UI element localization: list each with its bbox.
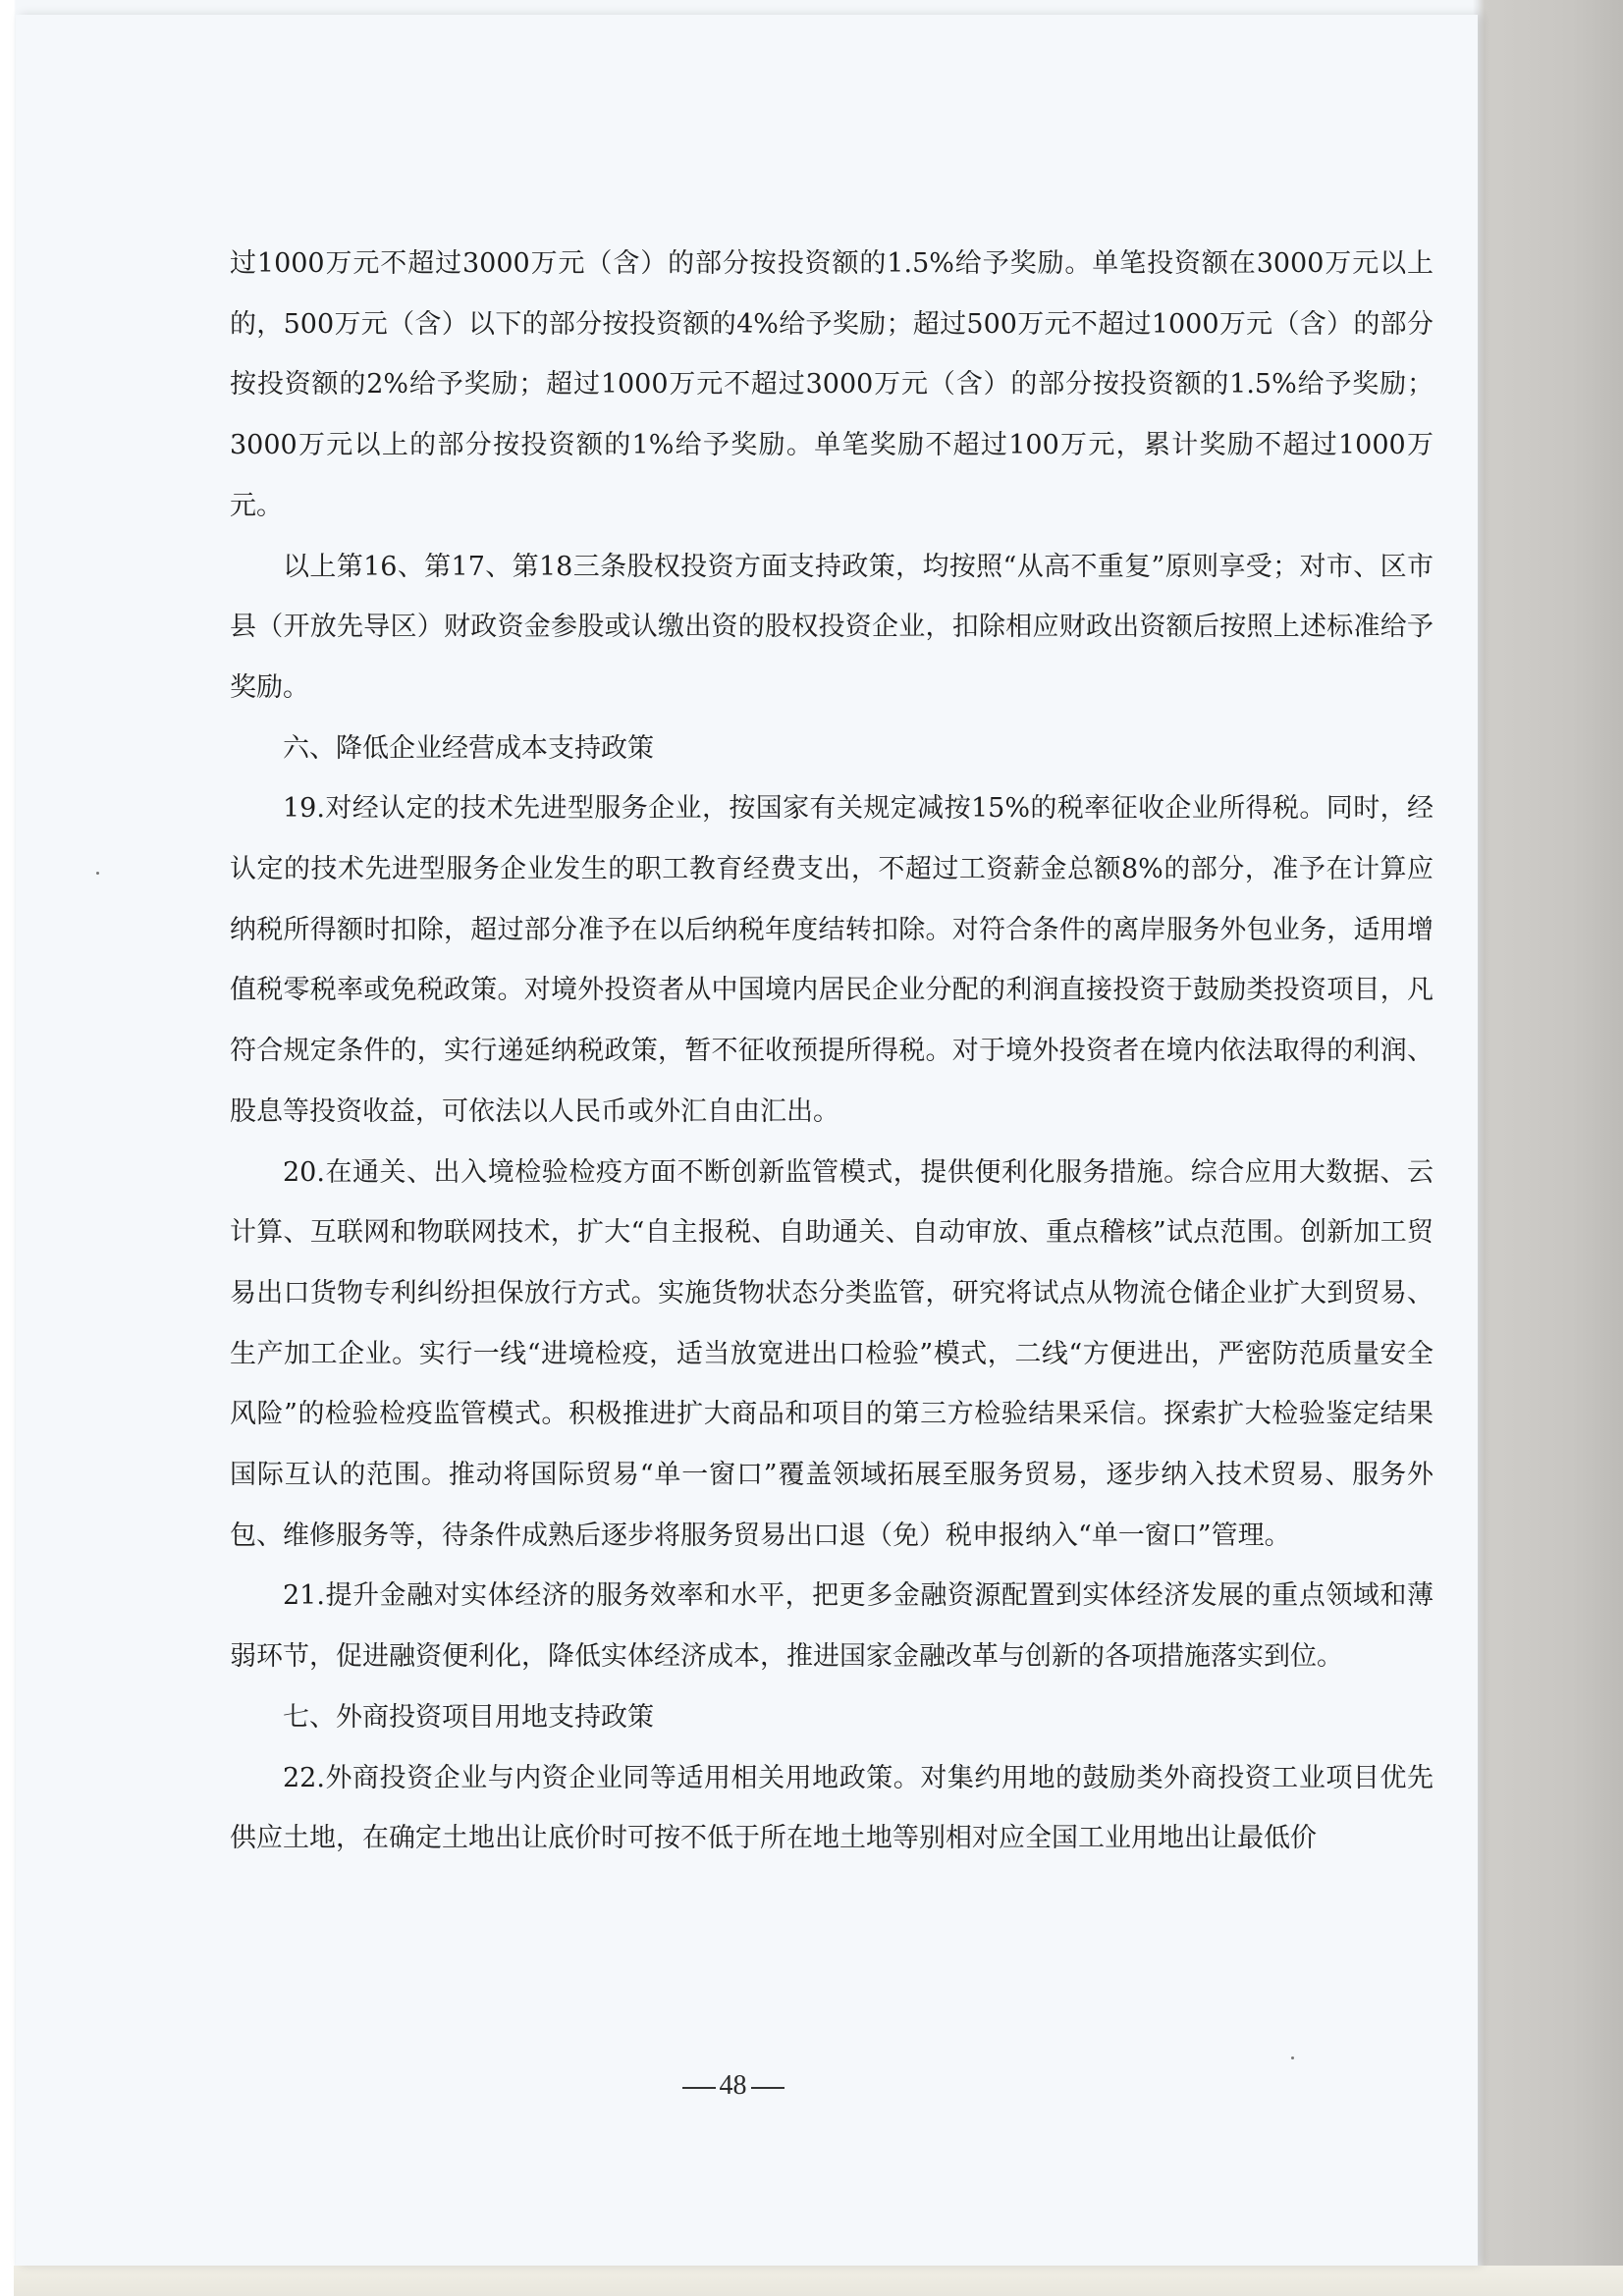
paragraph-continuation: 过1000万元不超过3000万元（含）的部分按投资额的1.5%给予奖励。单笔投资额在3000万元以上的，500万元（含）以下的部分按投资额的4%给予奖励；超过500万元不超过1000万元（含）的部分按投资额的2%给予奖励；超过1000万元不超过3000万元（含）的部分按投资额的1.5%给予奖励；3000万元以上的部分按投资额的1%给予奖励。单笔奖励不超过100万元，累计奖励不超过1000万元。 xyxy=(230,248,1434,521)
paragraph-item-21: 21.提升金融对实体经济的服务效率和水平，把更多金融资源配置到实体经济发展的重点领域和薄弱环节，促进融资便利化，降低实体经济成本，推进国家金融改革与创新的各项措施落实到位。 xyxy=(230,1580,1434,1673)
section-heading-6: 六、降低企业经营成本支持政策 xyxy=(283,732,654,764)
page-number xyxy=(0,2070,1623,2102)
paragraph-item-19: 19.对经认定的技术先进型服务企业，按国家有关规定减按15%的税率征收企业所得税。同时，经认定的技术先进型服务企业发生的职工教育经费支出，不超过工资薪金总额8%的部分，准予在计算应纳税所得额时扣除，超过部分准予在以后纳税年度结转扣除。对符合条件的离岸服务外包业务，适用增值税零税率或免税政策。对境外投资者从中国境内居民企业分配的利润直接投资于鼓励类投资项目，凡符合规定条件的，实行递延纳税政策，暂不征收预提所得税。对于境外投资者在境内依法取得的利润、股息等投资收益，可依法以人民币或外汇自由汇出。 xyxy=(230,793,1434,1127)
dash-right xyxy=(751,2087,784,2089)
document-body xyxy=(230,234,1434,1869)
scan-speck xyxy=(1291,2056,1294,2059)
section-heading-7: 七、外商投资项目用地支持政策 xyxy=(283,1701,654,1733)
paragraph-item-22: 22.外商投资企业与内资企业同等适用相关用地政策。对集约用地的鼓励类外商投资工业项目优先供应土地，在确定土地出让底价时可按不低于所在地土地等别相对应全国工业用地出让最低价 xyxy=(230,1762,1434,1854)
paragraph-equity-policy-summary: 以上第16、第17、第18三条股权投资方面支持政策，均按照“从高不重复”原则享受；对市、区市县（开放先导区）财政资金参股或认缴出资的股权投资企业，扣除相应财政出资额后按照上述标准给予奖励。 xyxy=(230,551,1434,703)
page-number-value: 48 xyxy=(719,2070,747,2101)
paragraph-item-20: 20.在通关、出入境检验检疫方面不断创新监管模式，提供便利化服务措施。综合应用大数据、云计算、互联网和物联网技术，扩大“自主报税、自助通关、自动审放、重点稽核”试点范围。创新加工贸易出口货物专利纠纷担保放行方式。实施货物状态分类监管，研究将试点从物流仓储企业扩大到贸易、生产加工企业。实行一线“进境检疫，适当放宽进出口检验”模式，二线“方便进出，严密防范质量安全风险”的检验检疫监管模式。积极推进扩大商品和项目的第三方检验结果采信。探索扩大检验鉴定结果国际互认的范围。推动将国际贸易“单一窗口”覆盖领域拓展至服务贸易，逐步纳入技术贸易、服务外包、维修服务等，待条件成熟后逐步将服务贸易出口退（免）税申报纳入“单一窗口”管理。 xyxy=(230,1156,1434,1551)
dash-left xyxy=(682,2087,716,2089)
scanner-bottom-edge xyxy=(14,2266,1623,2296)
scan-speck xyxy=(96,872,99,875)
